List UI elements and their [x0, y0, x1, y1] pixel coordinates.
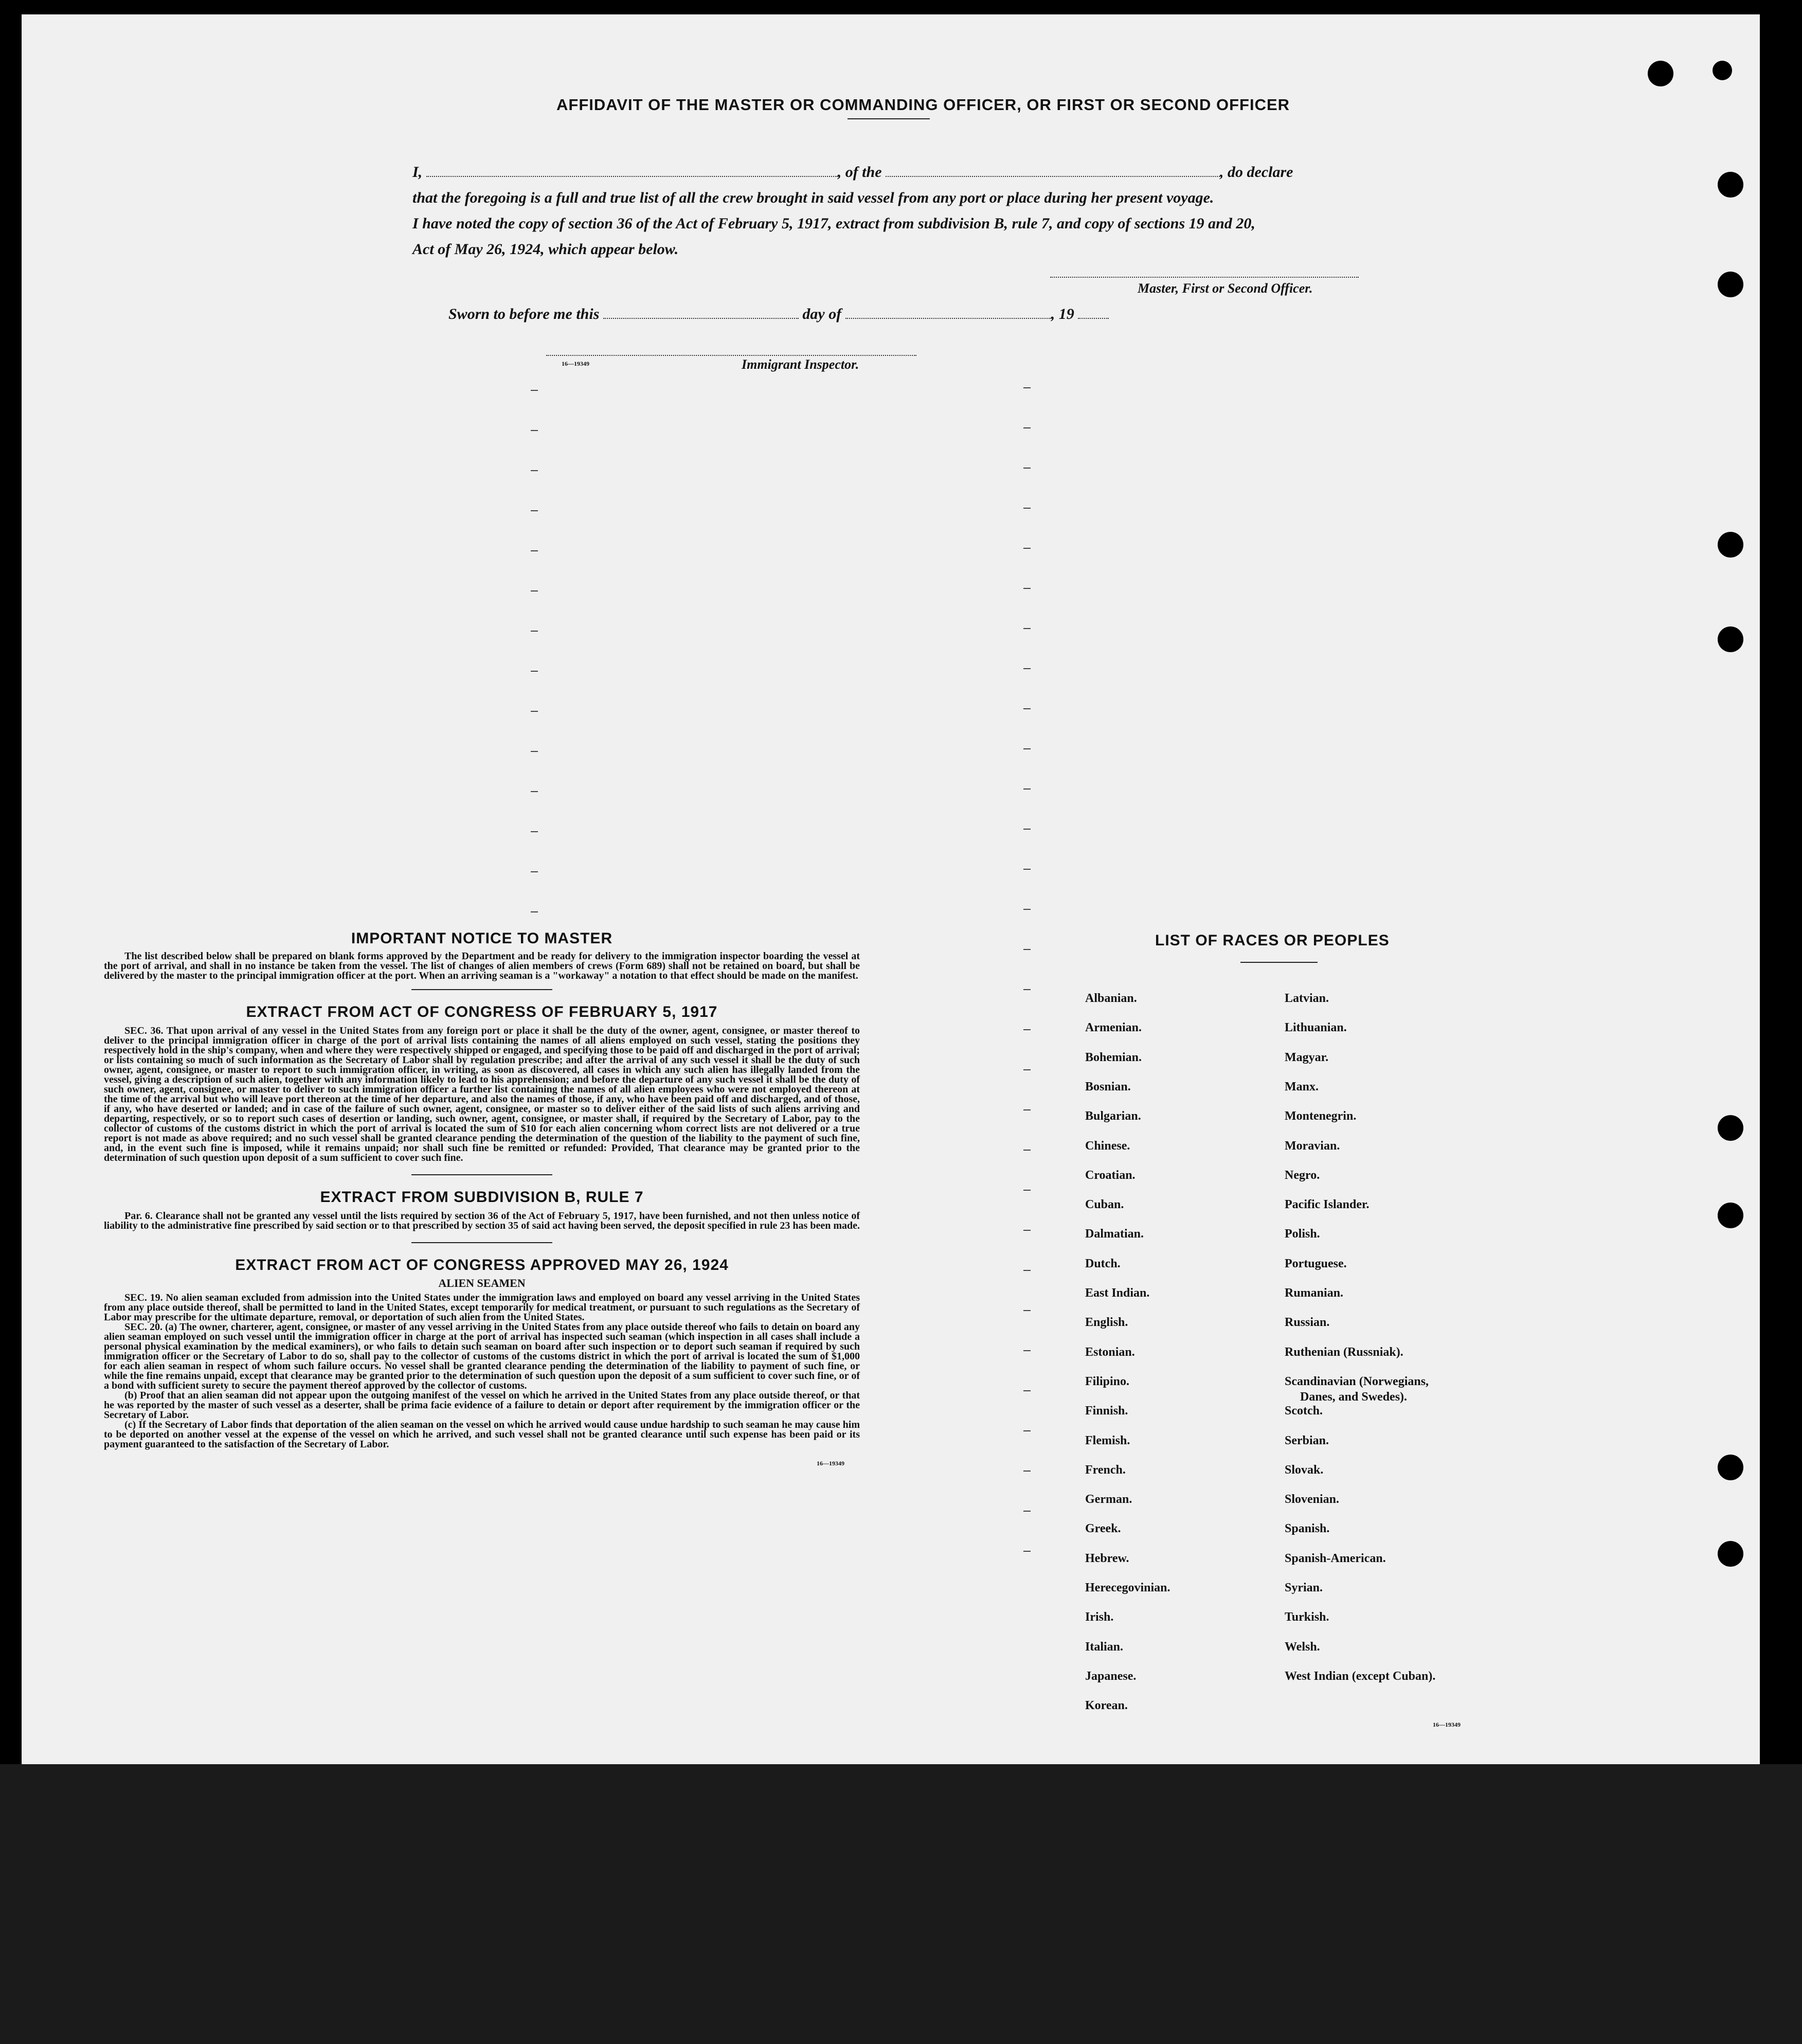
race-item: Albanian. [1085, 992, 1137, 1005]
tick-mark [1023, 427, 1031, 428]
tick-mark [1023, 588, 1031, 589]
sec-19-text: SEC. 19. No alien seaman excluded from admission into the United States under the immigration laws and employed on board any vessel arriving in the United States from any place outside thereof, shall be permitted to land in the United States, except temporarily for medical treatment, or pursuant to such regulations as the Secretary of Labor may prescribe for the ultimate departure, removal, or deportation of such alien from the United States. [104, 1292, 860, 1323]
race-item: Pacific Islander. [1285, 1198, 1369, 1212]
tick-mark [531, 751, 538, 752]
divider [411, 1174, 552, 1175]
tick-mark [1023, 548, 1031, 549]
race-item: Irish. [1085, 1610, 1114, 1624]
affidavit-title: AFFIDAVIT OF THE MASTER OR COMMANDING OFFICER, OR FIRST OR SECOND OFFICER [556, 96, 1290, 114]
form-number: 16—19349 [817, 1460, 844, 1467]
declaration-line-2: that the foregoing is a full and true list of all the crew brought in said vessel from any port or place during her present voyage. [412, 189, 1214, 206]
race-item: Syrian. [1285, 1581, 1323, 1594]
race-item: Finnish. [1085, 1404, 1128, 1418]
master-signature-line[interactable] [1050, 265, 1359, 278]
race-item: West Indian (except Cuban). [1285, 1669, 1436, 1683]
race-item: Scandinavian (Norwegians, [1285, 1374, 1429, 1388]
race-item: Lithuanian. [1285, 1021, 1347, 1035]
inspector-signature-line[interactable] [546, 344, 916, 356]
tick-mark [531, 510, 538, 511]
race-item: French. [1085, 1463, 1126, 1477]
race-item: Bohemian. [1085, 1050, 1142, 1064]
form-number: 16—19349 [562, 360, 589, 367]
sworn-month-field[interactable] [845, 307, 1051, 319]
race-item: East Indian. [1085, 1286, 1150, 1300]
tick-mark [531, 631, 538, 632]
tick-mark [1023, 788, 1031, 790]
race-item: Rumanian. [1285, 1286, 1344, 1300]
race-item: Latvian. [1285, 992, 1329, 1005]
race-item: Japanese. [1085, 1669, 1137, 1683]
tick-mark [1023, 869, 1031, 870]
divider [848, 118, 930, 119]
tick-mark [1023, 387, 1031, 388]
tick-mark [1023, 628, 1031, 629]
tick-mark [1023, 1190, 1031, 1191]
inspector-label: Immigrant Inspector. [742, 357, 859, 372]
race-item: Serbian. [1285, 1433, 1329, 1447]
tick-mark [531, 791, 538, 792]
tick-mark [1023, 1390, 1031, 1391]
tick-mark [1023, 1029, 1031, 1030]
races-title: LIST OF RACES OR PEOPLES [1155, 932, 1390, 949]
sec-20a-text: SEC. 20. (a) The owner, charterer, agent, consignee, or master of any vessel arriving in the United States from any place outside thereof who fails to detain on board any alien seaman employed on such vessel until the immigration officer in charge at the port of arrival has inspected such seaman (which inspection in all cases shall include a personal physical examination by the medical examiners), or who fails to detain such seaman on board after such inspection or to deport such seaman if required by such immigration officer or the Secretary of Labor to do so, shall pay to the collector of customs of the customs district in which the port of arrival is located the sum of $1,000 for each alien seaman in respect of whom such failure occurs. No vessel shall be granted clearance pending the determination of the liability to payment of such fine, or while the fine remains unpaid, except that clearance may be granted prior to the determination of such question upon the deposit of a sum sufficient to cover such fine, or of a bond with sufficient surety to secure the payment thereof approved by the collector of customs. [104, 1321, 860, 1391]
race-item: Moravian. [1285, 1139, 1340, 1153]
race-item: Danes, and Swedes). [1300, 1390, 1408, 1404]
race-item: Spanish. [1285, 1522, 1330, 1536]
divider [411, 989, 552, 990]
binder-hole [1718, 1203, 1743, 1228]
tick-mark [1023, 1430, 1031, 1431]
vessel-field[interactable] [886, 165, 1220, 177]
sworn-label: Sworn to before me this [448, 306, 600, 322]
race-item: Hebrew. [1085, 1551, 1129, 1565]
subdivision-b-text: Par. 6. Clearance shall not be granted any vessel until the lists required by section 36 of the Act of February 5, 1917, have been furnished, and not then unless notice of liability to the administrative fine prescribed by said section or to that prescribed by section 35 of said act having been served, the deposit specified in rule 23 has been made. [104, 1210, 860, 1231]
tick-mark [531, 831, 538, 832]
race-item: Korean. [1085, 1699, 1128, 1713]
sworn-day-field[interactable] [603, 307, 799, 319]
notice-title: IMPORTANT NOTICE TO MASTER [351, 930, 613, 947]
tick-mark [1023, 1230, 1031, 1231]
binder-hole [1718, 626, 1743, 652]
race-item: English. [1085, 1316, 1128, 1330]
race-item: Herecegovinian. [1085, 1581, 1170, 1594]
tick-mark [531, 550, 538, 551]
extract-1917-text: SEC. 36. That upon arrival of any vessel in the United States from any foreign port or place it shall be the duty of the owner, agent, consignee, or master thereof to deliver to the principal immigration officer in charge of the port of arrival lists containing the names of all aliens employed on such vessel, stating the positions they respectively hold in the ship's company, when and where they were respectively shipped or engaged, and specifying those to be paid off and discharged in the port of arrival; or lists containing so much of such information as the Secretary of Labor shall by regulation prescribe; and after the arrival of any such vessel it shall be the duty of such owner, agent, consignee, or master to report to such immigration officer, in writing, as soon as discovered, all cases in which any such alien has illegally landed from the vessel, giving a description of such alien, together with any information likely to lead to his apprehension; and before the departure of any such vessel it shall be the duty of such owner, agent, consignee, or master to deliver to such immigration officer a further list containing the names of all alien employees who were not employed thereon at the time of the arrival but who will leave port thereon at the time of her departure, and also the names of those, if any, who have been paid off and discharged, and of those, if any, who have deserted or landed; and in case of the failure of such owner, agent, consignee, or master so to deliver either of the said lists of such aliens arriving and departing, respectively, or so to report such cases of desertion or landing, such owner, agent, consignee, or master shall, if required by the Secretary of Labor, pay to the collector of customs of the customs district in which the port of arrival is located the sum of $10 for each alien concerning whom correct lists are not delivered or a true report is not made as above required; and no such vessel shall be granted clearance pending the determination of the question of the liability to the payment of such fine, and, in the event such fine is imposed, while it remains unpaid; nor shall such fine be remitted or refunded: Provided, That clearance may be granted prior to the determination of such question upon deposit of a sum sufficient to cover such fine. [104, 1025, 860, 1163]
divider [1240, 962, 1318, 963]
sec-20c-text: (c) If the Secretary of Labor finds that deportation of the alien seaman on the vessel on which he arrived would cause undue hardship to such seaman he may cause him to be deported on another vessel at the expense of the vessel on which he arrived, and such vessel shall not be granted clearance until such expense has been paid or its payment guaranteed to the satisfaction of the Secretary of Labor. [104, 1419, 860, 1450]
race-item: Filipino. [1085, 1374, 1130, 1388]
race-item: Flemish. [1085, 1433, 1130, 1447]
race-item: Croatian. [1085, 1168, 1136, 1182]
tick-mark [531, 871, 538, 872]
tick-mark [1023, 829, 1031, 830]
race-item: Portuguese. [1285, 1257, 1347, 1270]
tick-mark [1023, 1551, 1031, 1552]
race-item: Scotch. [1285, 1404, 1323, 1418]
race-item: Montenegrin. [1285, 1109, 1357, 1123]
of-the-label: , of the [837, 164, 882, 181]
race-item: Cuban. [1085, 1198, 1124, 1212]
race-item: Magyar. [1285, 1050, 1329, 1064]
tick-mark [531, 470, 538, 471]
tick-mark [1023, 1150, 1031, 1151]
extract-1917-title: EXTRACT FROM ACT OF CONGRESS OF FEBRUARY 5, 1917 [246, 1003, 718, 1020]
sworn-block [448, 306, 1109, 323]
tick-mark [1023, 1310, 1031, 1311]
tick-mark [1023, 1270, 1031, 1271]
tick-mark [1023, 468, 1031, 469]
sworn-year-field[interactable] [1078, 307, 1109, 319]
declaration-line-3: I have noted the copy of section 36 of the Act of February 5, 1917, extract from subdivision B, rule 7, and copy of sections 19 and 20, [412, 215, 1255, 232]
binder-hole [1718, 532, 1743, 558]
race-item: Bosnian. [1085, 1080, 1131, 1093]
divider [411, 1242, 552, 1243]
race-item: Italian. [1085, 1640, 1124, 1654]
tick-mark [1023, 1109, 1031, 1110]
document-page [22, 14, 1760, 1764]
tick-mark [1023, 1471, 1031, 1472]
race-item: Spanish-American. [1285, 1551, 1386, 1565]
tick-mark [531, 430, 538, 431]
race-item: Greek. [1085, 1522, 1121, 1536]
binder-hole [1718, 1455, 1743, 1480]
subdivision-b-title: EXTRACT FROM SUBDIVISION B, RULE 7 [320, 1189, 644, 1206]
race-item: Dalmatian. [1085, 1227, 1144, 1241]
race-item: Armenian. [1085, 1021, 1142, 1035]
tick-mark [1023, 748, 1031, 749]
binder-hole [1648, 61, 1673, 86]
race-item: Turkish. [1285, 1610, 1329, 1624]
form-number: 16—19349 [1433, 1721, 1461, 1728]
notices-column [104, 930, 860, 1467]
tick-mark [1023, 668, 1031, 669]
race-item: Bulgarian. [1085, 1109, 1141, 1123]
sec-20b-text: (b) Proof that an alien seaman did not appear upon the outgoing manifest of the vessel on which he arrived in the United States from any place outside thereof, or that he was reported by the master of such vessel as a deserter, shall be prima facie evidence of a failure to detain or deport after requirement by the immigration officer or the Secretary of Labor. [104, 1390, 860, 1421]
binder-hole [1718, 1541, 1743, 1567]
binder-hole [1718, 172, 1743, 198]
tick-mark [531, 911, 538, 912]
tick-mark [1023, 1350, 1031, 1351]
race-item: Ruthenian (Russniak). [1285, 1345, 1403, 1359]
year-label: , 19 [1051, 306, 1074, 322]
binder-hole [1718, 272, 1743, 297]
alien-seamen-subtitle: ALIEN SEAMEN [438, 1277, 526, 1289]
race-item: Manx. [1285, 1080, 1319, 1093]
tick-mark [1023, 949, 1031, 950]
race-item: Chinese. [1085, 1139, 1130, 1153]
name-field[interactable] [426, 165, 838, 177]
master-signature-label: Master, First or Second Officer. [1138, 281, 1313, 296]
binder-hole [1713, 61, 1732, 80]
race-item: Dutch. [1085, 1257, 1121, 1270]
race-item: Slovak. [1285, 1463, 1324, 1477]
race-item: Welsh. [1285, 1640, 1320, 1654]
day-of-label: day of [802, 306, 842, 322]
race-item: Estonian. [1085, 1345, 1135, 1359]
tick-mark [1023, 708, 1031, 709]
do-declare-label: , do declare [1220, 164, 1293, 181]
race-item: German. [1085, 1493, 1132, 1507]
race-item: Negro. [1285, 1168, 1320, 1182]
tick-mark [1023, 989, 1031, 990]
tick-mark [1023, 1069, 1031, 1070]
tick-mark [531, 711, 538, 712]
tick-mark [531, 671, 538, 672]
race-item: Slovenian. [1285, 1493, 1340, 1507]
race-item: Polish. [1285, 1227, 1320, 1241]
tick-mark [1023, 508, 1031, 509]
notice-text: The list described below shall be prepared on blank forms approved by the Department and be ready for delivery to the immigration inspector boarding the vessel at the port of arrival, and shall in no instance be taken from the vessel. The list of changes of alien members of crews (Form 689) shall not be retained on board, but shall be delivered by the master to the principal immigration officer at the port. When an arriving seaman is a "workaway" a notation to that effect should be made on the manifest. [104, 951, 860, 981]
binder-hole [1718, 1115, 1743, 1141]
tick-mark [1023, 909, 1031, 910]
race-item: Russian. [1285, 1316, 1330, 1330]
tick-mark [1023, 1511, 1031, 1512]
film-border [0, 1764, 1802, 2044]
declaration-block [412, 159, 1400, 262]
tick-mark [531, 590, 538, 591]
declaration-i: I, [412, 164, 423, 181]
extract-1924-title: EXTRACT FROM ACT OF CONGRESS APPROVED MAY 26, 1924 [235, 1257, 729, 1274]
declaration-line-4: Act of May 26, 1924, which appear below. [412, 241, 679, 258]
tick-mark [531, 390, 538, 391]
